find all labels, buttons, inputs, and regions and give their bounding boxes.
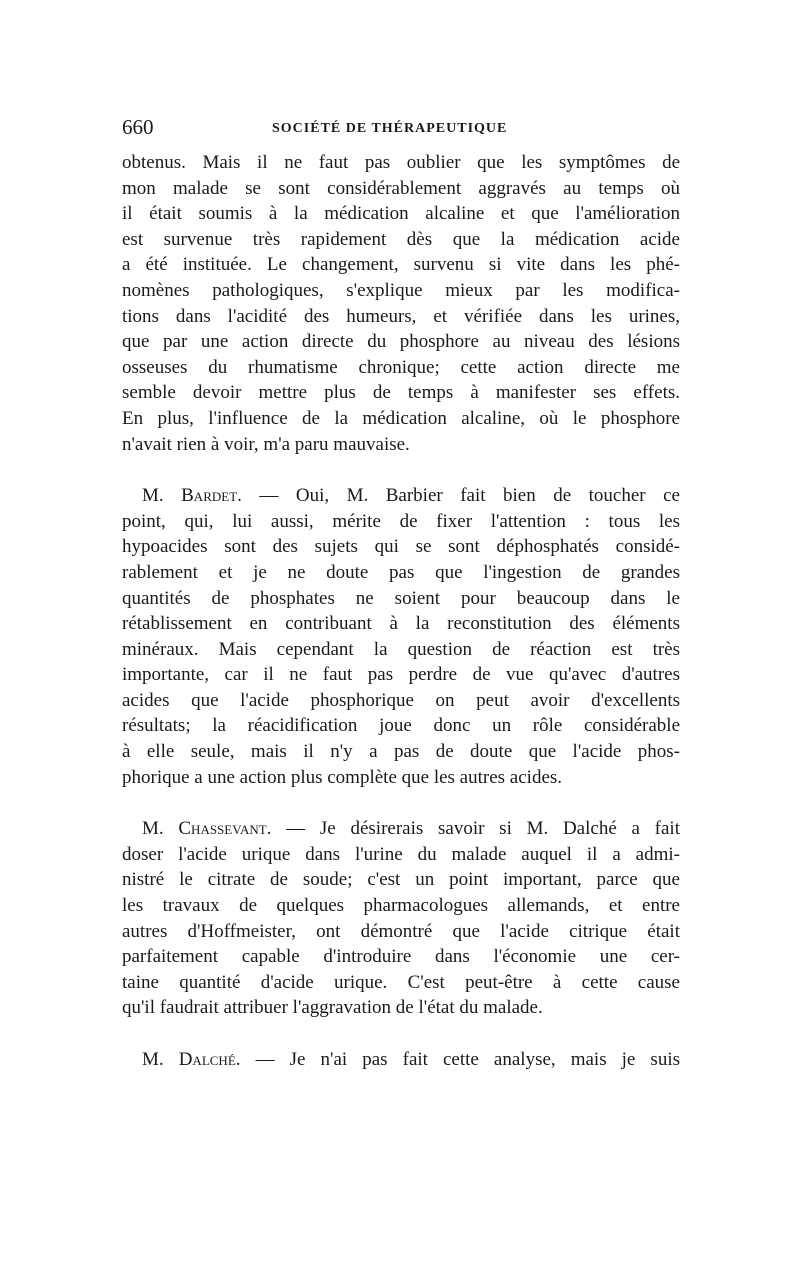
text-line: est survenue très rapidement dès que la médication acide bbox=[122, 228, 680, 250]
paragraph-gap bbox=[122, 1021, 680, 1047]
text-line: à elle seule, mais il n'y a pas de doute que l'acide phos- bbox=[122, 741, 680, 763]
speech-text: — Oui, M. Barbier fait bien de toucher ce bbox=[241, 485, 680, 507]
text-line: phorique a une action plus complète que les autres acides. bbox=[122, 766, 563, 788]
text-line: tions dans l'acidité des humeurs, et vérifiée dans les urines, bbox=[122, 305, 680, 327]
text-line: a été instituée. Le changement, survenu si vite dans les phé- bbox=[122, 254, 680, 276]
text-line: doser l'acide urique dans l'urine du malade auquel il a admi- bbox=[122, 843, 680, 865]
running-head bbox=[122, 112, 682, 142]
paragraph-gap bbox=[122, 457, 680, 483]
page-number: 660 bbox=[122, 115, 154, 139]
text-line: osseuses du rhumatisme chronique; cette action directe me bbox=[122, 356, 680, 378]
text-line: minéraux. Mais cependant la question de réaction est très bbox=[122, 638, 680, 660]
text-line: nomènes pathologiques, s'explique mieux par les modifica- bbox=[122, 279, 680, 301]
text-line: résultats; la réacidification joue donc un rôle considérable bbox=[122, 715, 680, 737]
text-line bbox=[122, 1047, 680, 1073]
text-line: En plus, l'influence de la médication alcaline, où le phosphore bbox=[122, 407, 680, 429]
text-line: que par une action directe du phosphore au niveau des lésions bbox=[122, 331, 680, 353]
speaker-name: M. Chassevant. bbox=[142, 818, 272, 840]
text-line: taine quantité d'acide urique. C'est peut-être à cette cause bbox=[122, 971, 680, 993]
text-line: semble devoir mettre plus de temps à manifester ses effets. bbox=[122, 382, 680, 404]
text-line: parfaitement capable d'introduire dans l'économie une cer- bbox=[122, 946, 680, 968]
text-line: mon malade se sont considérablement aggravés au temps où bbox=[122, 177, 680, 199]
text-line: rablement et je ne doute pas que l'ingestion de grandes bbox=[122, 561, 680, 583]
paragraph-chassevant bbox=[122, 816, 680, 1021]
speaker-name: M. Bardet. bbox=[142, 485, 242, 507]
text-line: quantités de phosphates ne soient pour beaucoup dans le bbox=[122, 587, 680, 609]
body-text bbox=[122, 150, 680, 1073]
text-line: n'avait rien à voir, m'a paru mauvaise. bbox=[122, 433, 410, 455]
paragraph-continuation bbox=[122, 150, 680, 457]
text-line: point, qui, lui aussi, mérite de fixer l'attention : tous les bbox=[122, 510, 680, 532]
text-line: acides que l'acide phosphorique on peut avoir d'excellents bbox=[122, 689, 680, 711]
text-line: nistré le citrate de soude; c'est un point important, parce que bbox=[122, 869, 680, 891]
text-line: les travaux de quelques pharmacologues allemands, et entre bbox=[122, 895, 680, 917]
running-title: SOCIÉTÉ DE THÉRAPEUTIQUE bbox=[272, 121, 508, 136]
text-line: qu'il faudrait attribuer l'aggravation de l'état du malade. bbox=[122, 997, 543, 1019]
paragraph-dalche bbox=[122, 1047, 680, 1073]
paragraph-gap bbox=[122, 790, 680, 816]
text-line: importante, car il ne faut pas perdre de vue qu'avec d'autres bbox=[122, 664, 680, 686]
text-line: il était soumis à la médication alcaline et que l'amélioration bbox=[122, 203, 680, 225]
text-line: rétablissement en contribuant à la reconstitution des éléments bbox=[122, 613, 680, 635]
text-line: hypoacides sont des sujets qui se sont déphosphatés considé- bbox=[122, 536, 680, 558]
text-line: autres d'Hoffmeister, ont démontré que l'acide citrique était bbox=[122, 920, 680, 942]
speech-text: — Je n'ai pas fait cette analyse, mais je suis bbox=[240, 1049, 680, 1070]
speaker-name: M. Dalché. bbox=[142, 1049, 241, 1070]
paragraph-bardet bbox=[122, 483, 680, 790]
text-line: obtenus. Mais il ne faut pas oublier que les symptômes de bbox=[122, 152, 680, 173]
text-line bbox=[122, 483, 680, 509]
text-line bbox=[122, 816, 680, 842]
speech-text: — Je désirerais savoir si M. Dalché a fait bbox=[271, 818, 680, 840]
